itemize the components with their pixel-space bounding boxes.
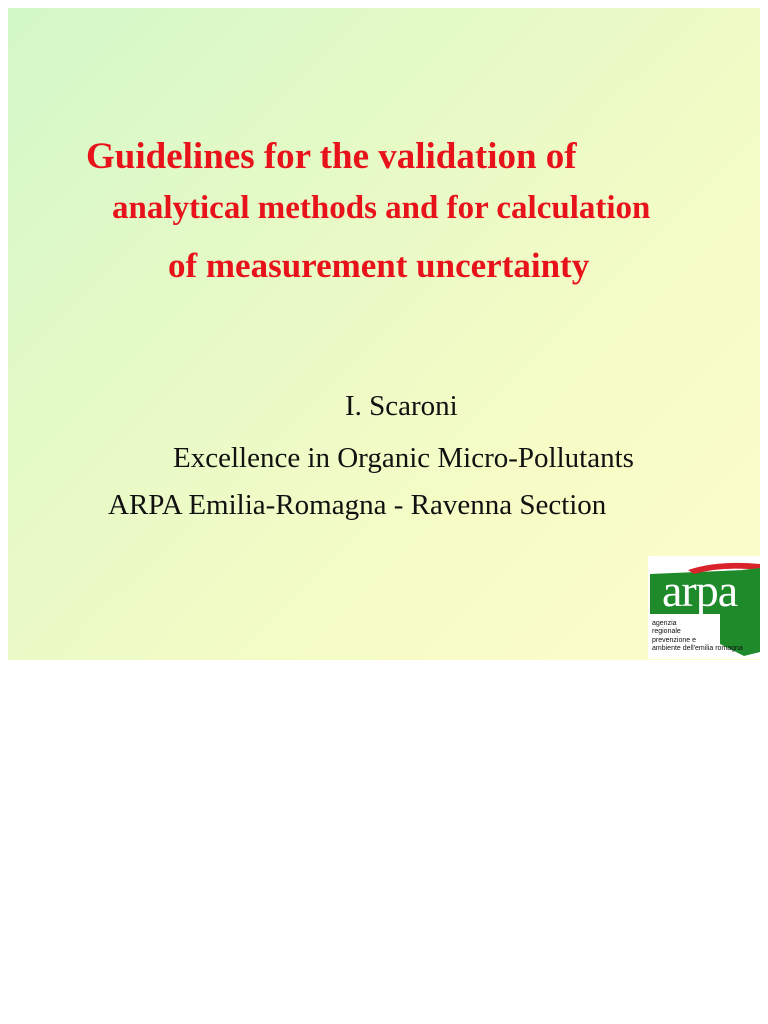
logo-sub-line: agenzia bbox=[652, 620, 677, 627]
logo-sub-line: ambiente dell'emilia romagna bbox=[652, 645, 743, 653]
logo-sub-line: regionale bbox=[652, 628, 681, 636]
logo-sub-line: prevenzione e bbox=[652, 636, 696, 644]
agency-name: ARPA Emilia-Romagna - Ravenna Section bbox=[108, 489, 607, 521]
logo-subtitle bbox=[652, 620, 743, 654]
title-line-2: analytical methods and for calculation bbox=[112, 190, 651, 226]
logo-wordmark: arpa bbox=[662, 565, 738, 616]
group-name: Excellence in Organic Micro-Pollutants bbox=[173, 442, 634, 474]
slide bbox=[8, 8, 760, 660]
title-line-1: Guidelines for the validation of bbox=[86, 136, 577, 177]
title-line-3: of measurement uncertainty bbox=[168, 246, 590, 285]
arpa-logo bbox=[648, 556, 760, 659]
author-name: I. Scaroni bbox=[345, 390, 458, 422]
